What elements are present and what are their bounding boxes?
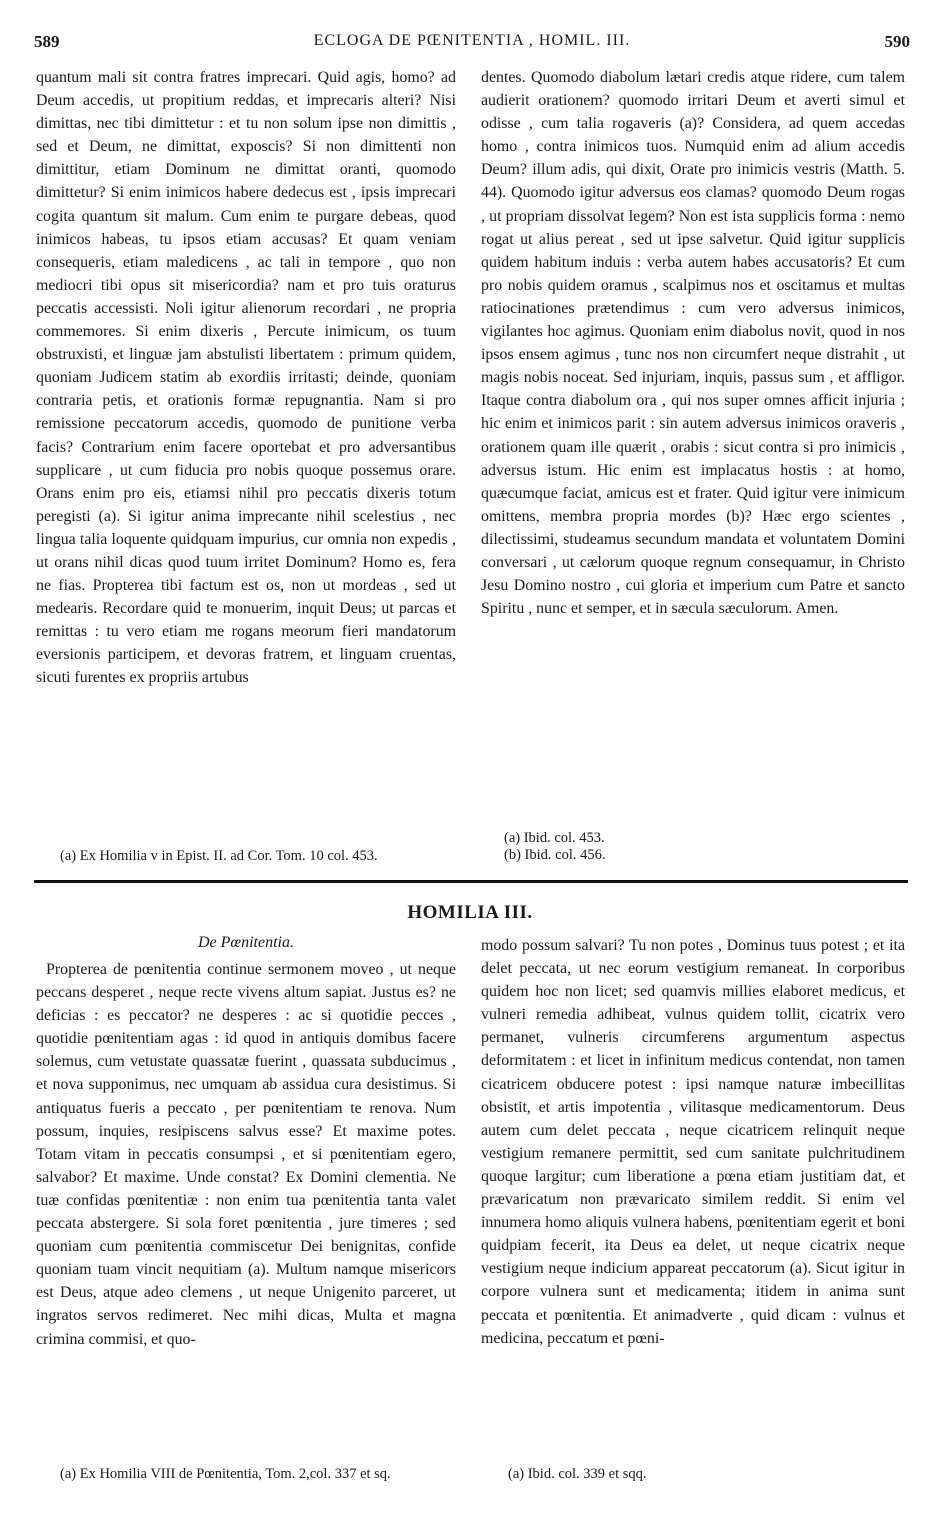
top-left-footnote: (a) Ex Homilia v in Epist. II. ad Cor. Tom. 10 col. 453.	[60, 848, 378, 864]
top-right-footnote-b: (b) Ibid. col. 456.	[504, 847, 606, 863]
top-left-paragraph: quantum mali sit contra fratres imprecari. Quid agis, homo? ad Deum accedis, ut propitium reddas, et imprecaris alteri? Nisi dimittas, nec tibi dimittetur : et tu non solum ipse non dimittis , sed et Deum, ne dimittat, exposcis? Si non dimittenti non dimittitur, etiam Dominum ne dimittat oranti, quomodo dimittetur? Si enim inimicos habere dedecus est , ipsis imprecari cogita quantum sit malum. Cum enim te purgare debeas, quod inimicos habeas, tu ipsos etiam accusas? Et quam veniam consequeris, etiam maledicens , ac tali in tempore , quo non mediocri tibi opus sit misericordia? nam et pro tuis oraturus peccatis accessisti. Noli igitur alienorum recordari , ne propria commemores. Si enim dixeris , Percute inimicum, os tuum obstruxisti, et linguæ jam abstulisti libertatem : primum quidem, quoniam Judicem statim ab exordiis irritasti; deinde, quoniam contraria petis, et orationis formæ repugnantia. Nam si pro remissione peccatorum accedis, quomodo de punitione verba facis? Contrarium enim facere oportebat et pro adversantibus supplicare , ut cum fiducia pro nobis quoque possemus orare. Orans enim pro eis, etiamsi nihil pro peccatis dixeris totum peregisti (a). Si igitur anima imprecante nihil scelestius , nec lingua talia loquente quidquam impurius, cur omnia non expedis , ut orans nihil dicas quod tuum irritet Dominum? Homo es, fera ne fias. Propterea tibi factum est os, non ut mordeas , sed ut medearis. Recordare quid te monuerim, inquit Deus; ut parcas et remittas : tu vero etiam me rogans meorum fieri mandatorum eversionis participem, et devoras fratrem, et linguam cruentas, sicuti furentes ex propriis artubus	[36, 69, 456, 687]
bottom-right-footnote: (a) Ibid. col. 339 et sqq.	[508, 1466, 647, 1482]
homily-subtitle: De Pœnitentia.	[198, 934, 294, 951]
bottom-left-paragraph: Propterea de pœnitentia continue sermonem moveo , ut neque peccans desperet , neque recte vivens altum sapiat. Justus es? ne deficias : es peccator? ne desperes : ac si quotidie pecces , quotidie pœnitentiam agas : id quod in antiquis domibus facere solemus, cum vetustate quassatæ fuerint , quassata subducimus , et nova supponimus, nec umquam ab assidua cura desistimus. Si antiquatus fueris a peccato , per pœnitentiam te renova. Num possum, inquies, resipiscens salvus esse? Et maxime potes. Totam vitam in peccatis consumpsi , et si pœnitentiam egero, salvabor? Et maxime. Unde constat? Ex Domini clementia. Ne tuæ confidas pœnitentiæ : non enim tua pœnitentia tanta valet peccata abstergere. Si sola foret pœnitentia , jure timeres ; sed quoniam cum pœnitentia commiscetur Dei benignitas, confide quoniam tuam vincit nequitiam (a). Multum namque misericors est Deus, atque adeo clemens , ut neque Unigenito parceret, ut ingratos servos redimeret. Nec mihi dicas, Multa et magna crimina commisi, et quo-	[36, 961, 456, 1348]
bottom-left-column	[36, 958, 456, 1351]
section-divider	[34, 880, 908, 883]
page-number-left: 589	[34, 32, 60, 51]
running-title: ECLOGA DE PŒNITENTIA , HOMIL. III.	[313, 32, 631, 49]
bottom-left-footnote: (a) Ex Homilia VIII de Pœnitentia, Tom. 2,col. 337 et sq.	[60, 1466, 391, 1482]
page-header	[34, 32, 910, 56]
page-number-right: 590	[884, 32, 910, 51]
top-right-column	[481, 66, 905, 620]
top-right-paragraph: dentes. Quomodo diabolum lætari credis atque ridere, cum talem audierit orationem? quomodo irritari Deum et averti simul et odisse , cum talia rogaveris (a)? Considera, ad quem accedas homo , contra inimicos tuos. Numquid enim ad alium accedis Deum? illum adis, qui dixit, Orate pro inimicis vestris (Matth. 5. 44). Quomodo igitur adversus eos clamas? quomodo Deum rogas , ut propriam dissolvat legem? Non est ista supplicis forma : nemo rogat ut alius pereat , sed ut ipse salvetur. Quid igitur supplicis quidem habitum induis : verba autem habes accusatoris? Et cum pro nobis quidem oramus , scalpimus nos et oscitamus et multas ratiocinationes prætendimus : cum vero adversus inimicos, vigilantes hoc agimus. Quoniam enim diabolus novit, quod in nos ipsos ensem agimus , tunc nos non circumfert neque distrahit , ut magis nobis noceat. Sed injuriam, inquis, passus sum , et affligor. Itaque contra diabolum ora , qui nos super omnes afficit injuria ; hic enim et inimicos parit : sin autem adversus inimicos oraveris , orationem quam ille quærit , orabis : sicut contra si pro inimicis , adversus istum. Hic enim est implacatus hostis : at homo, quæcumque faciat, amicus est et frater. Quid igitur vere inimicum omittens, membra propria mordes (b)? Hæc ergo scientes , dilectissimi, studeamus secundum mandata et voluntatem Domini conversari , ut cælorum quoque regnum consequamur, in Christo Jesu Domino nostro , cui gloria et imperium cum Patre et sancto Spiritu , nunc et semper, et in sæcula sæculorum. Amen.	[481, 69, 905, 618]
bottom-right-column	[481, 934, 905, 1350]
homily-title: HOMILIA III.	[407, 902, 533, 923]
top-left-column	[36, 66, 456, 690]
bottom-right-paragraph: modo possum salvari? Tu non potes , Dominus tuus potest ; et ita delet peccata, ut nec eorum vestigium remaneat. In corporibus quidem hoc non licet; sed quamvis millies elaboret medicus, et vulneri remedia adhibeat, vulnus quidem tollit, cicatrix vero permanet, vulneris circumferens argumentum aspectus deformitatem : et licet in infinitum medicus contendat, non tamen cicatricem obducere potest : ipsi namque naturæ imbecillitas obsistit, et artis impotentia , vilitasque medicamentorum. Deus autem cum delet peccata , neque cicatricem relinquit neque vestigium remanere permittit, sed cum sanitate pulchritudinem quoque largitur; cum liberatione a pœna etiam justitiam dat, et prævaricatum non prævaricato similem reddit. Si enim vel innumera homo aliquis vulnera habens, pœnitentiam egerit et boni quidpiam fecerit, ita Deus ea delet, ut neque cicatrix neque vestigium neque indicium appareat peccatorum (a). Sicut igitur in corpore vulnera sunt et medicamenta; itidem in anima sunt peccata et pœnitentia. Et animadverte , quid dicam : vulnus et medicina, peccatum et pœni-	[481, 937, 905, 1347]
top-right-footnote-a: (a) Ibid. col. 453.	[504, 830, 605, 846]
